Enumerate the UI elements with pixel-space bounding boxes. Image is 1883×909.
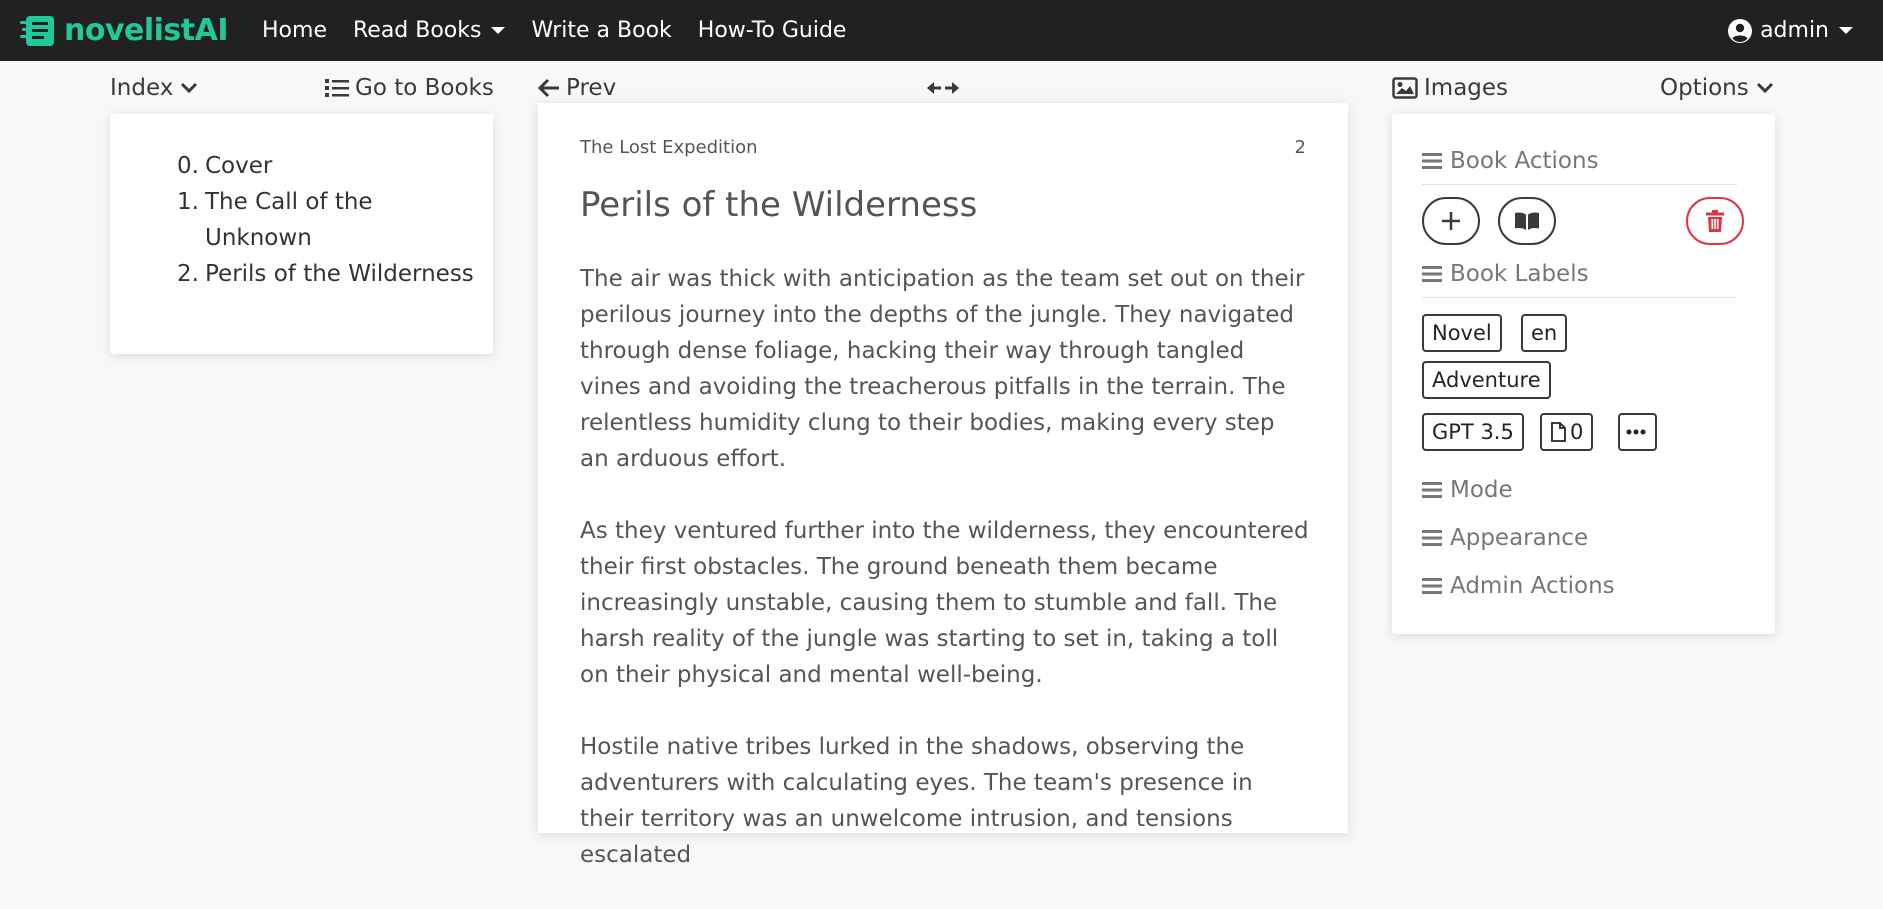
paragraph: As they ventured further into the wilderness, they encountered their first obstacles. The ground beneath them became increasingly unstable, causing them to stumble and fall. The harsh reality of the jungle was starting to set in, taking a toll on their physical and mental well-being. [580,518,1309,688]
book-labels-header[interactable] [1422,261,1737,298]
prev-label: Prev [566,75,617,101]
caret-down-icon [1839,27,1853,34]
plus-icon [1440,210,1462,232]
caret-down-icon [491,27,505,34]
brand-logo-icon [20,12,58,50]
page-book-title: The Lost Expedition [580,137,758,158]
table-of-contents [175,148,475,292]
go-to-books-label: Go to Books [355,75,494,101]
toc-item-number: 0. [177,153,199,179]
images-button[interactable] [1392,72,1508,104]
mode-header[interactable] [1422,477,1737,503]
nav-read-books[interactable] [353,18,506,43]
toc-item-title: Cover [205,153,273,179]
label-adventure[interactable]: Adventure [1422,361,1551,399]
bars-icon [1422,265,1442,283]
go-to-books-link[interactable] [325,72,494,104]
user-menu[interactable] [1728,0,1853,61]
admin-actions-label: Admin Actions [1450,573,1615,599]
toc-item-number: 2. [177,261,199,287]
nav-write-a-book[interactable]: Write a Book [531,18,672,43]
options-toggle[interactable] [1660,72,1775,104]
label-language[interactable]: en [1521,314,1567,352]
expand-width-button[interactable] [926,72,966,104]
book-actions-label: Book Actions [1450,148,1599,174]
document-count-badge[interactable] [1540,413,1593,451]
user-circle-icon [1728,19,1752,43]
nav-read-books-label: Read Books [352,18,482,43]
brand[interactable] [20,12,228,50]
delete-book-button[interactable] [1686,197,1744,245]
list-icon [325,77,349,99]
toc-item[interactable] [175,256,475,292]
bars-icon [1422,529,1442,547]
paragraph: Hostile native tribes lurked in the shadows, observing the adventurers with calculating eyes. The team's presence in their territory was an unwelcome intrusion, and tensions escalated [580,734,1253,868]
paragraph: The air was thick with anticipation as the team set out on their perilous journey into the depths of the jungle. They navigated through dense foliage, hacking their way through tangled vines and avoiding the treacherous pitfalls in the terrain. The relentless humidity clung to their bodies, making every step an arduous effort. [580,266,1305,472]
page-card [538,103,1348,868]
options-label: Options [1660,75,1749,101]
index-label: Index [110,75,174,101]
toc-item-title: Perils of the Wilderness [205,261,474,287]
admin-actions-header[interactable] [1422,573,1737,599]
prev-button[interactable] [538,72,616,104]
mode-label: Mode [1450,477,1513,503]
model-badge[interactable]: GPT 3.5 [1422,413,1524,451]
nav-links [262,18,872,43]
user-name: admin [1760,18,1829,43]
navbar [0,0,1883,61]
index-toggle[interactable] [110,72,199,104]
page-body [580,261,1310,909]
document-count: 0 [1570,420,1584,444]
add-chapter-button[interactable] [1422,197,1480,245]
toc-item[interactable] [175,184,475,256]
bars-icon [1422,152,1442,170]
book-actions-header[interactable] [1422,148,1737,185]
book-open-icon [1514,211,1540,231]
toc-item-number: 1. [177,189,199,215]
toc-item-title: The Call of the Unknown [205,189,373,251]
file-icon [1550,422,1566,442]
book-labels-label: Book Labels [1450,261,1589,287]
appearance-label: Appearance [1450,525,1589,551]
images-label: Images [1424,75,1509,101]
label-novel[interactable]: Novel [1422,314,1502,352]
nav-home[interactable]: Home [262,18,327,43]
brand-name: novelistAI [64,13,229,48]
page-number: 2 [1294,137,1306,158]
toc-item[interactable] [175,148,475,184]
more-options-button[interactable] [1618,413,1657,451]
read-book-button[interactable] [1498,197,1556,245]
arrow-left-icon [538,78,560,98]
index-card [110,114,493,354]
trash-icon [1706,210,1724,232]
appearance-header[interactable] [1422,525,1737,551]
chevron-down-icon [1755,81,1775,95]
image-icon [1392,77,1418,99]
nav-how-to-guide[interactable]: How-To Guide [697,18,847,43]
chapter-title: Perils of the Wilderness [580,185,978,225]
bars-icon [1422,577,1442,595]
bars-icon [1422,481,1442,499]
ellipsis-icon [1626,429,1646,435]
arrows-horizontal-icon [926,80,960,96]
chevron-down-icon [179,81,199,95]
options-card [1392,114,1775,634]
